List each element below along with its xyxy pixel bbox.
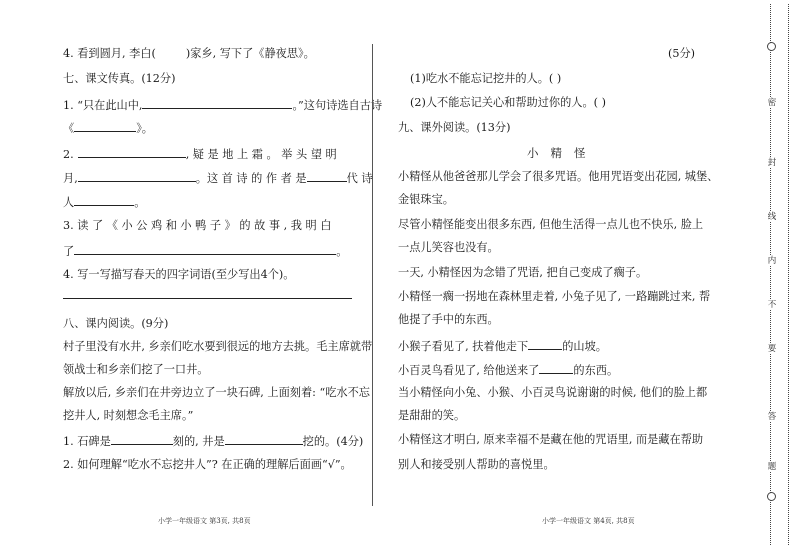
s8q2-score: (5分) (668, 47, 696, 60)
s7-question-1-cont (63, 120, 153, 136)
story-line-3: 尽管小精怪能变出很多东西, 但他生活得一点儿也不快乐, 脸上 (398, 218, 704, 231)
s7-question-3-line2 (63, 243, 347, 259)
binding-warning-text (766, 0, 778, 549)
s7q3-l2b: 。 (336, 245, 348, 258)
story-bird (398, 362, 618, 378)
section-9-heading: 九、课外阅读。(13分) (398, 121, 511, 134)
s7q3-blank[interactable] (74, 243, 336, 255)
passage-line-2: 领战士和乡亲们挖了一口井。 (63, 363, 209, 376)
s7-question-3: 3. 读 了 《 小 公 鸡 和 小 鸭 子 》 的 故 事 , 我 明 白 (63, 219, 332, 232)
binding-char: 不 (767, 300, 777, 310)
binding-dotted-line-2 (788, 4, 789, 545)
bird-blank[interactable] (539, 362, 573, 374)
binding-strip (736, 0, 794, 549)
option-2[interactable]: (2)人不能忘记关心和帮助过你的人。( ) (410, 96, 606, 109)
s7q3-l2a: 了 (63, 245, 75, 258)
story2-line-4: 别人和接受别人帮助的喜悦里。 (398, 458, 555, 471)
binding-char: 答 (767, 412, 777, 422)
passage-line-1: 村子里没有水井, 乡亲们吃水要到很远的地方去挑。毛主席就带 (63, 340, 373, 353)
right-page-footer: 小学一年级语文 第4页, 共8页 (542, 517, 635, 525)
monkey-b: 的山坡。 (562, 340, 607, 353)
option-1[interactable]: (1)吃水不能忘记挖井的人。( ) (410, 72, 562, 85)
story2-line-1: 当小精怪向小兔、小猴、小百灵鸟说谢谢的时候, 他们的脸上都 (398, 386, 708, 399)
story-title: 小精怪 (527, 146, 598, 160)
s7-question-1 (63, 97, 382, 113)
story-line-1: 小精怪从他爸爸那儿学会了很多咒语。他用咒语变出花园, 城堡、 (398, 170, 719, 183)
s7q1-poem-blank[interactable] (74, 120, 136, 132)
s7q2-l2c: 代 诗 (346, 172, 373, 185)
story-line-6: 小精怪一瘸一拐地在森林里走着, 小兔子见了, 一路蹦跳过来, 帮 (398, 290, 711, 303)
binding-char: 密 (767, 98, 777, 108)
q4-prefix: 4. 看到圆月, 李白( (63, 47, 156, 60)
story-line-4: 一点儿笑容也没有。 (398, 241, 499, 254)
passage-line-3: 解放以后, 乡亲们在井旁边立了一块石碑, 上面刻着: “吃水不忘 (63, 386, 370, 399)
s7-question-4: 4. 写一写描写春天的四字词语(至少写出4个)。 (63, 268, 295, 281)
binding-char: 封 (767, 158, 777, 168)
bird-b: 的东西。 (573, 364, 619, 377)
s7q1-text-d: 》。 (136, 122, 153, 135)
section-7-heading: 七、课文传真。(12分) (63, 72, 176, 85)
s7q2-blank-1[interactable] (78, 146, 186, 158)
binding-char: 线 (767, 212, 777, 222)
s7q4-answer-line[interactable] (63, 298, 352, 299)
story-line-2: 金银珠宝。 (398, 193, 454, 206)
s7q2-l2b: 。这 首 诗 的 作 者 是 (195, 172, 307, 185)
story-monkey (398, 338, 607, 354)
binding-char: 内 (767, 256, 777, 266)
story2-line-3: 小精怪这才明白, 原来幸福不是藏在他的咒语里, 而是藏在帮助 (398, 433, 704, 446)
s7q2-line1: , 疑 是 地 上 霜 。 举 头 望 明 (185, 148, 337, 161)
s7q1-answer-blank[interactable] (142, 97, 292, 109)
s8q1-blank-2[interactable] (225, 433, 303, 445)
s7q2-l3a: 人 (63, 196, 75, 209)
s7q2-blank-2[interactable] (78, 170, 196, 182)
section-8-heading: 八、课内阅读。(9分) (63, 317, 169, 330)
story2-line-2: 是甜甜的笑。 (398, 409, 466, 422)
column-divider (372, 44, 373, 506)
monkey-a: 小猴子看见了, 扶着他走下 (398, 340, 529, 353)
s8-question-2: 2. 如何理解“吃水不忘挖井人”? 在正确的理解后面画“√”。 (63, 458, 352, 471)
q4-suffix: )家乡, 写下了《静夜思》。 (185, 47, 315, 60)
s7q2-l2a: 月, (63, 172, 78, 185)
left-page-footer: 小学一年级语文 第3页, 共8页 (158, 517, 251, 525)
s8q1-blank-1[interactable] (111, 433, 173, 445)
passage-line-4: 挖井人, 时刻想念毛主席。” (63, 409, 194, 422)
s7q1-text-b: 。”这句诗选自古诗 (292, 99, 383, 112)
binding-char: 要 (767, 344, 777, 354)
bird-a: 小百灵鸟看见了, 给他送来了 (398, 364, 540, 377)
story-line-7: 他提了手中的东西。 (398, 313, 499, 326)
s7-question-2-line2 (63, 170, 373, 186)
s7q2-blank-3[interactable] (307, 170, 347, 182)
s7-question-2-line3 (63, 194, 145, 210)
s7-question-2: 2. , 疑 是 地 上 霜 。 举 头 望 明 (63, 148, 337, 161)
question-4-moon (63, 47, 315, 61)
monkey-blank[interactable] (528, 338, 562, 350)
s7q2-blank-4[interactable] (74, 194, 134, 206)
s8q1-a: 1. 石碑是 (63, 435, 111, 448)
binding-char: 题 (767, 462, 777, 472)
s8q1-c: 挖的。(4分) (302, 435, 364, 448)
s7q1-text-c: 《 (63, 122, 75, 135)
s8-question-1 (63, 433, 363, 449)
s7q2-l3b: 。 (134, 196, 146, 209)
s7q1-text-a: 1. “只在此山中, (63, 99, 143, 112)
s8q1-b: 刻的, 井是 (172, 435, 225, 448)
story-line-5: 一天, 小精怪因为念错了咒语, 把自己变成了瘸子。 (398, 266, 648, 279)
